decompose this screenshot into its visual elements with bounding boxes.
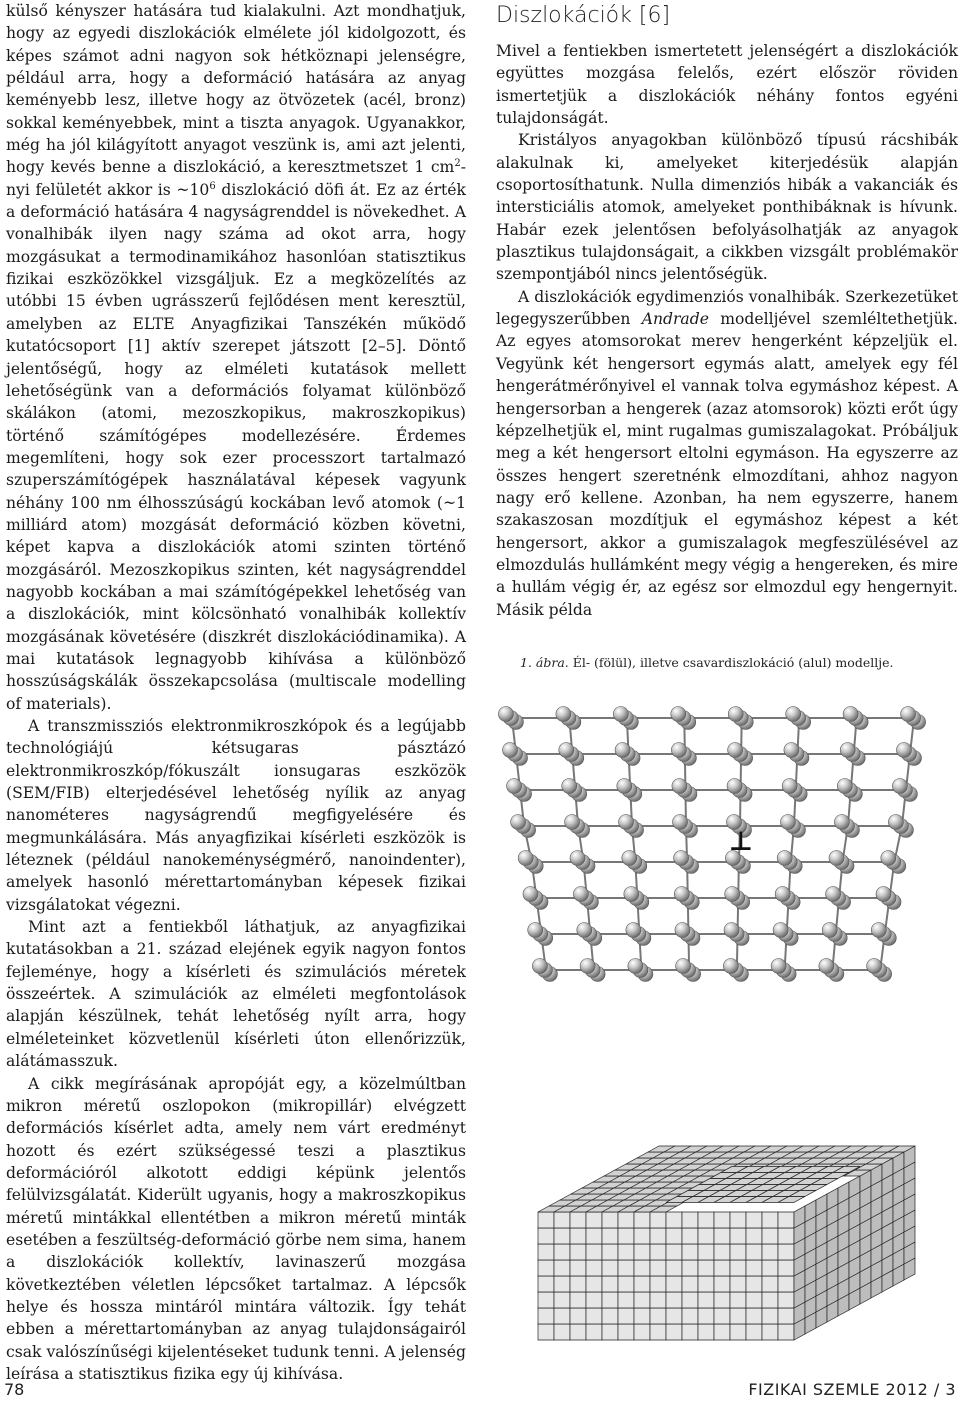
atom: [613, 707, 628, 722]
paragraph: Kristályos anyagokban különböző típusú rácshibák alakulnak ki, amelyeket kiterjedésük alapján csoportosíthatunk. Nulla dimenziós hibák a vakanciák és intersticiális atomok, amelyeket ponthibáknak is hívunk. Habár ezek jelentősen befolyásolhatják az anyagok plasztikus tulajdonságait, a cikkben vizsgált problémakör szempontjából nincs jelentőségük.: [496, 131, 958, 284]
lattice-cell: [618, 1324, 634, 1340]
atom: [580, 959, 595, 974]
lattice-cell: [634, 1324, 650, 1340]
lattice-cell: [682, 1324, 698, 1340]
lattice-cell: [762, 1276, 778, 1292]
paragraph-text: modelljével szemléltethetjük. Az egyes atomsorokat merev hengerként képzeljük el. Vegyünk két hengersort egymás alatt, amelyek egy fél hengerátmérőnyivel el vannak tolva egymáshoz képest. A hengersorban a hengerek (azaz atomsorok) közti erőt úgy képzelhetjük el, mint rugalmas gumiszalagokat. Próbáljuk meg a két hengersort eltolni egymáson. Ha egyszerre az összes hengert szeretnénk elmozdítani, ahhoz nagyon nagy erő kellene. Azonban, ha nem egyszerre, hanem szakaszosan mozdítjuk el egymáshoz képest a két hengersort, akkor a gumiszalagok megfeszülésével az elmozdulás hullámként megy végig a hengereken, és mire a hullám végig ér, az egész sor elmozdul egy hengernyit. Másik példa: [496, 310, 958, 619]
lattice-cell: [762, 1228, 778, 1244]
lattice-cell: [538, 1292, 554, 1308]
atom: [728, 743, 743, 758]
lattice-cell: [618, 1212, 634, 1228]
lattice-cell: [538, 1212, 554, 1228]
atom: [619, 815, 634, 830]
lattice-cell: [666, 1308, 682, 1324]
atom: [784, 743, 799, 758]
atom: [626, 923, 641, 938]
lattice-cell: [538, 1260, 554, 1276]
lattice-cell: [730, 1276, 746, 1292]
lattice-cell: [554, 1276, 570, 1292]
paragraph: A cikk megírásának apropóját egy, a közelmúltban mikron méretű oszlopokon (mikropillár) elvégzett deformációs kísérlet adta, amely nem várt eredményt hozott és ezért szükségessé teszi a plasztikus deformációról alkotott eddigi képünk jelentős felülvizsgálatát. Kiderült ugyanis, hogy a makroszkopikus méretű mintákkal ellentétben a mikron méretű minták esetében a feszültség-deformáció görbe nem sima, hanem a diszlokációk kollektív, lavinaszerű mozgása következtében véletlen lépcsőket tartalmaz. A lépcsők helye és hossza mintáról mintára változik. Így tehát ebben a mérettartományban az anyag tulajdonságairól csak valószínűségi kijelentéseket tudunk tenni. A jelenség leírása a statisztikus fizika egy új kihívása.: [6, 1074, 466, 1383]
atom: [724, 923, 739, 938]
atom: [577, 923, 592, 938]
lattice-cell: [602, 1260, 618, 1276]
lattice-cell: [714, 1228, 730, 1244]
lattice-cell: [666, 1212, 682, 1228]
lattice-cell: [650, 1308, 666, 1324]
figure-caption: [520, 655, 958, 671]
lattice-cell: [650, 1324, 666, 1340]
atom: [829, 851, 844, 866]
lattice-cell: [554, 1260, 570, 1276]
lattice-cell: [634, 1228, 650, 1244]
lattice-cell: [586, 1308, 602, 1324]
lattice-cell: [746, 1212, 762, 1228]
atom: [674, 887, 689, 902]
atom: [674, 851, 689, 866]
atom: [773, 923, 788, 938]
lattice-cell: [602, 1292, 618, 1308]
lattice-cell: [746, 1244, 762, 1260]
lattice-cell: [778, 1244, 794, 1260]
lattice-cell: [698, 1244, 714, 1260]
lattice-cell: [778, 1292, 794, 1308]
lattice-cell: [730, 1324, 746, 1340]
lattice-cell: [730, 1308, 746, 1324]
atom: [723, 959, 738, 974]
dislocation-figure: [498, 690, 958, 1370]
atom: [523, 887, 538, 902]
lattice-cell: [730, 1260, 746, 1276]
lattice-cell: [698, 1308, 714, 1324]
lattice-cell: [746, 1324, 762, 1340]
lattice-cell: [650, 1292, 666, 1308]
lattice-cell: [618, 1292, 634, 1308]
lattice-cell: [554, 1308, 570, 1324]
lattice-cell: [746, 1276, 762, 1292]
lattice-cell: [650, 1212, 666, 1228]
lattice-cell: [778, 1308, 794, 1324]
atom: [819, 959, 834, 974]
lattice-cell: [746, 1260, 762, 1276]
atom: [622, 851, 637, 866]
lattice-cell: [698, 1292, 714, 1308]
figure-number: 1. ábra.: [520, 655, 569, 670]
lattice-cell: [762, 1308, 778, 1324]
page-number: 78: [4, 1380, 25, 1399]
journal-name: FIZIKAI SZEMLE 2012 / 3: [748, 1380, 956, 1399]
atom: [565, 815, 580, 830]
lattice-cell: [730, 1228, 746, 1244]
lattice-cell: [634, 1260, 650, 1276]
lattice-cell: [570, 1260, 586, 1276]
lattice-cell: [602, 1212, 618, 1228]
atom: [881, 851, 896, 866]
lattice-cell: [762, 1292, 778, 1308]
lattice-cell: [618, 1244, 634, 1260]
atom: [843, 707, 858, 722]
lattice-cell: [602, 1244, 618, 1260]
atom: [775, 887, 790, 902]
atom: [676, 959, 691, 974]
lattice-cell: [618, 1276, 634, 1292]
paragraph-text: -nyi felületét akkor is ~10: [6, 158, 466, 199]
lattice-cell: [586, 1228, 602, 1244]
atom: [876, 887, 891, 902]
atom: [671, 707, 686, 722]
lattice-cell: [666, 1244, 682, 1260]
atom: [511, 815, 526, 830]
lattice-cell: [698, 1260, 714, 1276]
paragraph-text: külső kényszer hatására tud kialakulni. Azt mondhatjuk, hogy az egyedi diszlokációk elmélete jól kidolgozott, és képes számot adni nagyon sok hétköznapi jelenségre, például arra, hogy a deformáció hatására az anyag keményebb lesz, illetve hogy az ötvözetek (acél, bronz) sokkal keményebbek, mint a tiszta anyagok. Ugyanakkor, még ha jól kilágyított anyagot veszünk is, ami azt jelenti, hogy kevés benne a diszlokáció, a keresztmetszet 1 cm: [6, 2, 466, 177]
atom: [771, 959, 786, 974]
paragraph: Mint azt a fentiekből láthatjuk, az anyagfizikai kutatásokban a 21. század elejének egyik nagyon fontos fejleménye, hogy a kísérleti és szimulációs méretek összeértek. A szimulációk az elméleti megfontolások alapján készülnek, tehát lehetőség nyílt arra, hogy elméleteinket közvetlenül kísérleti úton ellenőrizzük, alátámasszuk.: [6, 918, 466, 1071]
lattice-cell: [698, 1324, 714, 1340]
section-title: Diszlokációk [6]: [496, 3, 671, 28]
lattice-cell: [570, 1292, 586, 1308]
atom: [826, 887, 841, 902]
atom: [896, 743, 911, 758]
lattice-cell: [586, 1260, 602, 1276]
lattice-cell: [698, 1212, 714, 1228]
atom: [507, 779, 522, 794]
atom: [570, 851, 585, 866]
atom: [518, 851, 533, 866]
lattice-cell: [586, 1324, 602, 1340]
lattice-cell: [538, 1276, 554, 1292]
lattice-cell: [778, 1212, 794, 1228]
lattice-cell: [682, 1276, 698, 1292]
atom: [628, 959, 643, 974]
lattice-cell: [586, 1244, 602, 1260]
atom: [892, 779, 907, 794]
lattice-cell: [714, 1260, 730, 1276]
lattice-cell: [538, 1324, 554, 1340]
lattice-cell: [602, 1276, 618, 1292]
atom: [624, 887, 639, 902]
lattice-cell: [650, 1228, 666, 1244]
atom: [503, 743, 518, 758]
lattice-cell: [602, 1324, 618, 1340]
lattice-cell: [762, 1260, 778, 1276]
lattice-cell: [762, 1212, 778, 1228]
superscript: 2: [454, 158, 461, 170]
atom: [559, 743, 574, 758]
atom: [615, 743, 630, 758]
lattice-cell: [570, 1276, 586, 1292]
atom: [867, 959, 882, 974]
lattice-cell: [698, 1228, 714, 1244]
italic-name: Andrade: [641, 310, 709, 329]
lattice-cell: [682, 1244, 698, 1260]
lattice-cell: [650, 1244, 666, 1260]
atom: [556, 707, 571, 722]
lattice-cell: [778, 1324, 794, 1340]
atom: [532, 959, 547, 974]
lattice-cell: [666, 1324, 682, 1340]
lattice-cell: [586, 1276, 602, 1292]
atom: [675, 923, 690, 938]
lattice-cell: [618, 1260, 634, 1276]
lattice-cell: [538, 1244, 554, 1260]
paragraph: Mivel a fentiekben ismertetett jelenségért a diszlokációk együttes mozgása felelős, ezért először röviden ismertetjük a diszlokációk néhány fontos egyéni tulajdonságát.: [496, 42, 958, 128]
atom: [672, 779, 687, 794]
atom: [617, 779, 632, 794]
lattice-cell: [554, 1324, 570, 1340]
paragraph-text: diszlokáció döfi át. Ez az érték a deformáció hatására 4 nagyságrenddel is növekedhet. A vonalhibák ilyen nagy száma ad okot arra, hogy mozgásukat a termodinamikához hasonlóan statisztikus fizikai eszközökkel vizsgáljuk. Ez a megközelítés az utóbbi 15 évben ugrásszerű fejlődésen ment keresztül, amelyben az ELTE Anyagfizikai Tanszékén működő kutatócsoport [1] aktív szerepet játszott [2–5]. Döntő jelentőségű, hogy az elméleti kutatások mellett lehetőségünk van a deformációs folyamat különböző skálákon (atomi, mezoszkopikus, makroszkopikus) történő számítógépes modellezésére. Érdemes megemlíteni, hogy sok ezer processzort tartalmazó szuperszámítógépek használatával képesek vagyunk néhány 100 nm élhosszúságú kockában levő atomok (~1 milliárd atom) mozgását deformáció közben követni, képet kapva a diszlokációk atomi szinten történő mozgásáról. Mezoszkopikus szinten, két nagyságrenddel nagyobb kockában a mai számítógépekkel lehetőség van a diszlokációk, mint kölcsönható vonalhibák kollektív mozgásának követésére (diszkrét diszlokációdinamika). A mai kutatások legnagyobb kihívása a különböző hosszúságskálák összekapcsolása (multiscale modelling of materials).: [6, 180, 466, 713]
lattice-cell: [618, 1228, 634, 1244]
lattice-cell: [650, 1260, 666, 1276]
lattice-cell: [570, 1228, 586, 1244]
atom: [782, 779, 797, 794]
atom: [728, 707, 743, 722]
paragraph: A transzmissziós elektronmikroszkópok és a legújabb technológiájú kétsugaras pásztázó elektronmikroszkóp/fókuszált ionsugaras eszközök (SEM/FIB) elterjedésével lehetőség nyílik az anyag nanométeres nagyságrendű megfigyelésére és megmunkálására. Más anyagfizikai kísérleti eszközök is léteznek (például nanokeménységmérő, nanoindenter), amelyek hasonló mérettartományban képesek fizikai vizsgálatokat végezni.: [6, 717, 466, 914]
lattice-cell: [602, 1308, 618, 1324]
edge-dislocation-model: [498, 707, 925, 982]
lattice-cell: [554, 1244, 570, 1260]
atom: [777, 851, 792, 866]
lattice-cell: [634, 1276, 650, 1292]
lattice-cell: [570, 1324, 586, 1340]
atom: [673, 815, 688, 830]
atom: [840, 743, 855, 758]
lattice-cell: [586, 1212, 602, 1228]
atom: [562, 779, 577, 794]
lattice-cell: [666, 1260, 682, 1276]
lattice-cell: [714, 1276, 730, 1292]
lattice-cell: [778, 1260, 794, 1276]
lattice-cell: [746, 1292, 762, 1308]
paragraph: [496, 286, 958, 621]
lattice-cell: [730, 1244, 746, 1260]
right-column: [496, 0, 958, 621]
lattice-cell: [554, 1228, 570, 1244]
lattice-cell: [634, 1292, 650, 1308]
lattice-cell: [554, 1292, 570, 1308]
lattice-cell: [714, 1308, 730, 1324]
atom: [671, 743, 686, 758]
lattice-cell: [634, 1308, 650, 1324]
lattice-cell: [538, 1228, 554, 1244]
lattice-cell: [634, 1212, 650, 1228]
lattice-cell: [650, 1276, 666, 1292]
atom: [837, 779, 852, 794]
lattice-cell: [586, 1292, 602, 1308]
atom: [780, 815, 795, 830]
lattice-cell: [570, 1212, 586, 1228]
lattice-cell: [666, 1292, 682, 1308]
lattice-cell: [682, 1260, 698, 1276]
lattice-cell: [682, 1308, 698, 1324]
atom: [834, 815, 849, 830]
lattice-cell: [746, 1228, 762, 1244]
lattice-cell: [746, 1308, 762, 1324]
lattice-cell: [634, 1244, 650, 1260]
lattice-cell: [554, 1212, 570, 1228]
lattice-cell: [714, 1212, 730, 1228]
lattice-cell: [618, 1308, 634, 1324]
screw-dislocation-model: [538, 1146, 915, 1340]
atom: [725, 887, 740, 902]
atom: [871, 923, 886, 938]
lattice-cell: [778, 1228, 794, 1244]
lattice-cell: [666, 1276, 682, 1292]
lattice-cell: [778, 1276, 794, 1292]
lattice-cell: [682, 1212, 698, 1228]
paragraph: [6, 0, 466, 715]
lattice-cell: [570, 1308, 586, 1324]
atom: [901, 707, 916, 722]
atom: [786, 707, 801, 722]
lattice-cell: [730, 1292, 746, 1308]
atom: [727, 779, 742, 794]
caption-text: Él- (fölül), illetve csavardiszlokáció (alul) modellje.: [568, 655, 894, 670]
lattice-cell: [714, 1244, 730, 1260]
lattice-cell: [682, 1228, 698, 1244]
lattice-cell: [682, 1292, 698, 1308]
lattice-cell: [714, 1324, 730, 1340]
lattice-cell: [762, 1324, 778, 1340]
lattice-cell: [762, 1244, 778, 1260]
lattice-cell: [570, 1244, 586, 1260]
superscript: 6: [209, 180, 216, 192]
lattice-cell: [698, 1276, 714, 1292]
lattice-cell: [666, 1228, 682, 1244]
atom: [528, 923, 543, 938]
atom: [822, 923, 837, 938]
atom: [888, 815, 903, 830]
lattice-cell: [714, 1292, 730, 1308]
left-column: [6, 0, 466, 1385]
lattice-cell: [730, 1212, 746, 1228]
atom: [573, 887, 588, 902]
atom: [498, 707, 513, 722]
lattice-cell: [602, 1228, 618, 1244]
dislocation-symbol: ⊥: [729, 827, 753, 857]
paragraph-text: A diszlokációk egydimenziós vonalhibák. Szerkezetüket legegyszerűbben: [496, 287, 958, 329]
lattice-cell: [538, 1308, 554, 1324]
